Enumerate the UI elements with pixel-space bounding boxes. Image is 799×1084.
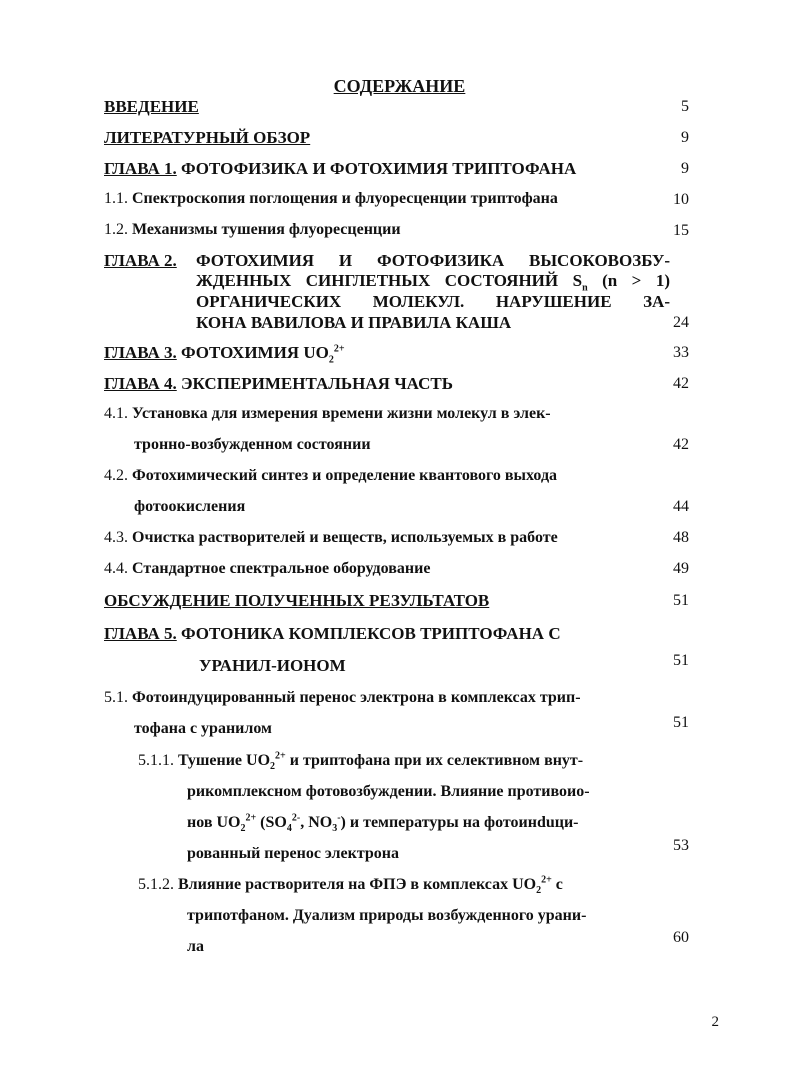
chapter-3-title — [181, 343, 345, 366]
section-4-1-number: 4.1. — [104, 405, 128, 422]
toc-section-4-4[interactable] — [104, 560, 430, 578]
section-5-1-2-line-3: ла — [187, 938, 204, 955]
s511-l3-b: (SO — [256, 814, 287, 831]
chapter-2-title-line-2 — [196, 271, 670, 294]
s512-l1-b: с — [551, 876, 563, 893]
section-5-1-1-line-2: рикомплексном фотовозбуждении. Влияние противоио- — [187, 783, 590, 800]
toc-section-4-1[interactable] — [104, 405, 551, 423]
toc-section-4-2[interactable] — [104, 467, 557, 485]
toc-section-1-2-page: 15 — [673, 222, 689, 239]
s511-l3-c: , NO — [300, 814, 333, 831]
chapter-3-sub: 2 — [328, 354, 334, 366]
s511-l3-d: ) и температуры на фотоинduци- — [340, 814, 579, 831]
toc-chapter-3[interactable] — [104, 343, 345, 366]
s511-l3-sub1: 2 — [240, 823, 246, 835]
section-1-2-number: 1.2. — [104, 221, 128, 238]
toc-chapter-4-page: 42 — [673, 375, 689, 392]
section-1-1-number: 1.1. — [104, 190, 128, 207]
chapter-1-label: ГЛАВА 1. — [104, 159, 177, 178]
section-5-1-1-line-1 — [178, 750, 584, 773]
section-4-1-title-line-2: тронно-возбужденном состоянии — [134, 436, 371, 453]
toc-section-5-1[interactable] — [104, 689, 581, 707]
toc-chapter-4[interactable] — [104, 374, 453, 394]
chapter-4-title: ЭКСПЕРИМЕНТАЛЬНАЯ ЧАСТЬ — [181, 374, 453, 393]
toc-section-4-1-page: 42 — [673, 436, 689, 453]
s511-l3-sup3: - — [337, 812, 341, 824]
section-5-1-1-line-3 — [187, 812, 579, 835]
s511-l1-a: Тушение UO — [178, 752, 271, 769]
s511-l3-sup2: 2- — [291, 812, 301, 824]
section-5-1-title-line-2: тофана с уранилом — [134, 720, 272, 737]
section-1-2-title: Механизмы тушения флуоресценции — [132, 221, 401, 238]
page-number: 2 — [711, 1014, 719, 1030]
s511-l1-sup: 2+ — [275, 750, 286, 762]
chapter-5-label: ГЛАВА 5. — [104, 624, 177, 643]
toc-chapter-5-page: 51 — [673, 652, 689, 669]
toc-chapter-1-page: 9 — [681, 160, 689, 177]
toc-section-5-1-2-page: 60 — [673, 929, 689, 946]
s511-l1-sub: 2 — [270, 761, 276, 773]
s511-l3-sub3: 3 — [332, 823, 338, 835]
section-5-1-2-line-1 — [178, 874, 563, 897]
chapter-2-line-2-sub: n — [582, 282, 588, 294]
section-1-1-title: Спектроскопия поглощения и флуоресценции триптофана — [132, 190, 558, 207]
chapter-2-line-2-text: ЖДЕННЫХ СИНГЛЕТНЫХ СОСТОЯНИЙ S — [196, 271, 583, 290]
chapter-4-label: ГЛАВА 4. — [104, 374, 177, 393]
s512-l1-sup: 2+ — [541, 874, 552, 886]
toc-chapter-1[interactable] — [104, 159, 576, 179]
s512-l1-a: Влияние растворителя на ФПЭ в комплексах UO — [178, 876, 537, 893]
section-4-4-title: Стандартное спектральное оборудование — [132, 560, 431, 577]
section-4-1-title-line-1: Установка для измерения времени жизни молекул в элек- — [132, 405, 551, 422]
chapter-5-title-line-2: УРАНИЛ-ИОНОМ — [199, 656, 346, 675]
toc-section-1-1-page: 10 — [673, 191, 689, 208]
toc-review-page: 9 — [681, 129, 689, 146]
chapter-3-title-text: ФОТОХИМИЯ UO — [181, 343, 329, 362]
section-4-2-title-line-2: фотоокисления — [134, 498, 246, 515]
s511-l3-a: нов UO — [187, 814, 241, 831]
chapter-5-title-line-1: ФОТОНИКА КОМПЛЕКСОВ ТРИПТОФАНА С — [181, 624, 561, 643]
section-4-3-number: 4.3. — [104, 529, 128, 546]
toc-discussion-page: 51 — [673, 592, 689, 609]
section-5-1-2-number: 5.1.2. — [138, 876, 174, 893]
s511-l3-sub2: 4 — [286, 823, 292, 835]
chapter-2-label[interactable]: ГЛАВА 2. — [104, 251, 177, 270]
section-4-4-number: 4.4. — [104, 560, 128, 577]
section-4-2-title-line-1: Фотохимический синтез и определение квантового выхода — [132, 467, 558, 484]
section-5-1-2-line-2: трипотфаном. Дуализм природы возбужденного урани- — [187, 907, 587, 924]
chapter-3-sup: 2+ — [333, 343, 345, 355]
toc-section-5-1-page: 51 — [673, 714, 689, 731]
section-5-1-1-line-4: рованный перенос электрона — [187, 845, 400, 862]
toc-section-4-4-page: 49 — [673, 560, 689, 577]
toc-intro-page: 5 — [681, 98, 689, 115]
toc-section-5-1-1-page: 53 — [673, 837, 689, 854]
toc-chapter-2-page: 24 — [673, 314, 689, 331]
toc-section-4-3[interactable] — [104, 529, 558, 547]
section-4-2-number: 4.2. — [104, 467, 128, 484]
chapter-2-line-2-tail: (n > 1) — [587, 271, 670, 290]
chapter-2-title-line-1: ФОТОХИМИЯ И ФОТОФИЗИКА ВЫСОКОВОЗБУ- — [196, 251, 670, 270]
toc-intro[interactable]: ВВЕДЕНИЕ — [104, 97, 199, 116]
toc-section-1-2[interactable] — [104, 221, 401, 239]
page-title: СОДЕРЖАНИЕ — [333, 76, 466, 96]
toc-section-5-1-1[interactable] — [138, 750, 584, 773]
chapter-2-title-line-4: КОНА ВАВИЛОВА И ПРАВИЛА КАША — [196, 313, 512, 332]
toc-section-4-2-page: 44 — [673, 498, 689, 515]
toc-chapter-5[interactable] — [104, 624, 561, 644]
toc-section-5-1-2[interactable] — [138, 874, 563, 897]
section-5-1-title-line-1: Фотоиндуцированный перенос электрона в комплексах трип- — [132, 689, 581, 706]
chapter-1-title: ФОТОФИЗИКА И ФОТОХИМИЯ ТРИПТОФАНА — [181, 159, 577, 178]
toc-chapter-3-page: 33 — [673, 344, 689, 361]
chapter-2-title-line-3: ОРГАНИЧЕСКИХ МОЛЕКУЛ. НАРУШЕНИЕ ЗА- — [196, 292, 670, 311]
section-5-1-number: 5.1. — [104, 689, 128, 706]
s511-l1-b: и триптофана при их селективном внут- — [285, 752, 584, 769]
s512-l1-sub: 2 — [536, 885, 542, 897]
section-4-3-title: Очистка растворителей и веществ, используемых в работе — [132, 529, 558, 546]
toc-section-4-3-page: 48 — [673, 529, 689, 546]
s511-l3-sup1: 2+ — [245, 812, 257, 824]
toc-review[interactable]: ЛИТЕРАТУРНЫЙ ОБЗОР — [104, 128, 311, 147]
section-5-1-1-number: 5.1.1. — [138, 752, 174, 769]
toc-section-1-1[interactable] — [104, 190, 558, 208]
chapter-3-label: ГЛАВА 3. — [104, 343, 177, 362]
toc-discussion[interactable]: ОБСУЖДЕНИЕ ПОЛУЧЕННЫХ РЕЗУЛЬТАТОВ — [104, 591, 490, 610]
